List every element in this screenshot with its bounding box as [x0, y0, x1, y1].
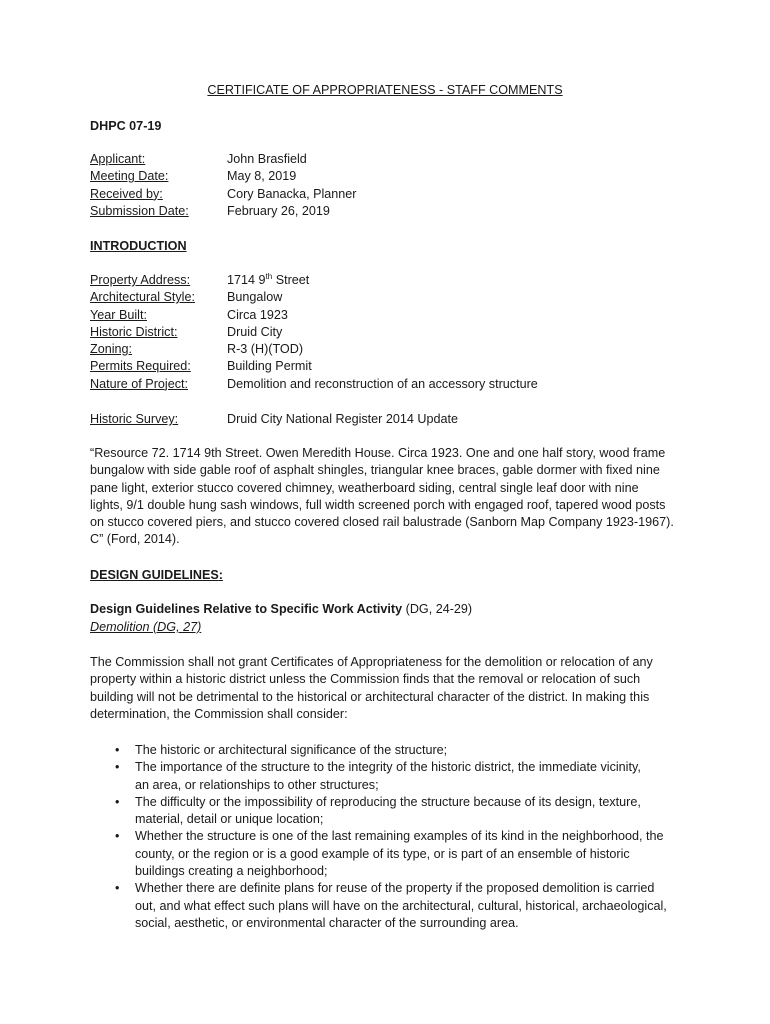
- field-label: Permits Required:: [90, 359, 191, 374]
- list-item: [90, 880, 684, 932]
- design-guidelines-heading-text: DESIGN GUIDELINES: [90, 568, 219, 582]
- list-item-line: Whether there are definite plans for reuse of the property if the proposed demolition is carried: [135, 881, 655, 896]
- bullet-icon: •: [115, 881, 120, 896]
- address-prefix: 1714 9: [227, 273, 266, 287]
- commission-paragraph: [90, 654, 684, 723]
- field-label: Property Address:: [90, 273, 191, 287]
- applicant-row: [90, 151, 357, 168]
- bullet-icon: •: [115, 794, 120, 809]
- field-value: Cory Banacka, Planner: [227, 186, 357, 201]
- list-item: [90, 794, 684, 829]
- demolition-reference: Demolition (DG, 27): [90, 620, 202, 634]
- list-item-line: The historic or architectural significance of the structure;: [135, 743, 448, 757]
- architectural-style-row: [90, 289, 538, 306]
- meeting-date-row: [90, 168, 357, 185]
- design-guidelines-subheading: [90, 601, 472, 618]
- nature-of-project-row: [90, 376, 538, 393]
- historic-survey-block: [90, 411, 458, 428]
- submission-date-row: [90, 203, 357, 220]
- survey-quote: [90, 445, 684, 549]
- field-label: Meeting Date:: [90, 169, 169, 184]
- quote-line: bungalow with side gable roof of asphalt shingles, triangular knee braces, gable dormer with fixed nine: [90, 463, 660, 478]
- field-label: Zoning:: [90, 342, 133, 357]
- paragraph-line: The Commission shall not grant Certificates of Appropriateness for the demolition or relocation of any: [90, 655, 653, 669]
- design-guidelines-heading: [90, 567, 223, 584]
- paragraph-line: determination, the Commission shall consider:: [90, 706, 348, 721]
- bullet-icon: •: [115, 760, 120, 775]
- bullet-icon: •: [115, 743, 120, 757]
- property-address-row: [90, 272, 538, 289]
- applicant-block: [90, 151, 357, 220]
- design-guidelines-colon: :: [218, 568, 223, 582]
- field-value: Circa 1923: [227, 307, 288, 322]
- field-value: R-3 (H)(TOD): [227, 342, 304, 357]
- list-item: [90, 828, 684, 880]
- field-value: [227, 272, 538, 289]
- list-item: [90, 742, 684, 759]
- field-value: Druid City: [227, 324, 283, 339]
- considerations-list: [90, 742, 684, 932]
- received-by-row: [90, 186, 357, 203]
- field-value: May 8, 2019: [227, 169, 297, 184]
- introduction-heading: INTRODUCTION: [90, 239, 187, 253]
- field-label: Applicant:: [90, 152, 146, 166]
- subheading-reference: (DG, 24-29): [402, 602, 473, 616]
- field-label: Submission Date:: [90, 203, 189, 218]
- list-item-line: The importance of the structure to the integrity of the historic district, the immediate vicinity,: [135, 760, 641, 775]
- field-label: Year Built:: [90, 307, 147, 322]
- historic-district-row: [90, 324, 538, 341]
- case-id: DHPC 07-19: [90, 119, 162, 133]
- permits-required-row: [90, 358, 538, 375]
- field-label: Historic Survey:: [90, 412, 179, 426]
- list-item-line: county, or the region or is a good example of its type, or is part of an ensemble of historic: [135, 846, 630, 861]
- list-item-line: material, detail or unique location;: [135, 812, 324, 827]
- quote-line: on stucco covered piers, and stucco covered closed rail balustrade (Sanborn Map Company 1923-1967).: [90, 515, 674, 530]
- field-label: Nature of Project:: [90, 376, 188, 391]
- paragraph-line: building will not be detrimental to the historical or architectural character of the district. In making this: [90, 689, 650, 704]
- quote-line: C” (Ford, 2014).: [90, 532, 180, 547]
- property-block: [90, 272, 538, 393]
- field-value: Demolition and reconstruction of an accessory structure: [227, 376, 538, 391]
- quote-line: pane light, exterior stucco covered chimney, weatherboard siding, central single leaf door with nine: [90, 480, 639, 495]
- quote-line: lights, 9/1 double hung sash windows, full width screened porch with engaged roof, tapered wood posts: [90, 497, 666, 512]
- list-item: [90, 759, 684, 794]
- field-value: Druid City National Register 2014 Update: [227, 412, 459, 426]
- list-item-line: buildings creating a neighborhood;: [135, 864, 328, 879]
- year-built-row: [90, 307, 538, 324]
- quote-line: “Resource 72. 1714 9th Street. Owen Meredith House. Circa 1923. One and one half story, wood frame: [90, 446, 666, 460]
- field-value: John Brasfield: [227, 152, 307, 166]
- zoning-row: [90, 341, 538, 358]
- subheading-bold: Design Guidelines Relative to Specific Work Activity: [90, 602, 403, 616]
- field-value: February 26, 2019: [227, 203, 330, 218]
- address-ordinal: th: [265, 271, 273, 281]
- address-suffix: Street: [272, 273, 310, 287]
- list-item-line: an area, or relationships to other structures;: [135, 777, 379, 792]
- field-value: Bungalow: [227, 290, 283, 305]
- list-item-line: social, aesthetic, or environmental character of the surrounding area.: [135, 915, 519, 930]
- list-item-line: Whether the structure is one of the last remaining examples of its kind in the neighborhood, the: [135, 829, 664, 844]
- paragraph-line: property within a historic district unless the Commission finds that the removal or relocation of such: [90, 672, 641, 687]
- historic-survey-row: [90, 411, 458, 428]
- field-label: Received by:: [90, 186, 163, 201]
- bullet-icon: •: [115, 829, 120, 844]
- list-item-line: The difficulty or the impossibility of reproducing the structure because of its design, texture,: [135, 794, 641, 809]
- field-value: Building Permit: [227, 359, 312, 374]
- field-label: Architectural Style:: [90, 290, 195, 305]
- list-item-line: out, and what effect such plans will have on the architectural, cultural, historical, archaeological,: [135, 898, 667, 913]
- document-title: CERTIFICATE OF APPROPRIATENESS - STAFF COMMENTS: [207, 83, 563, 97]
- field-label: Historic District:: [90, 324, 178, 339]
